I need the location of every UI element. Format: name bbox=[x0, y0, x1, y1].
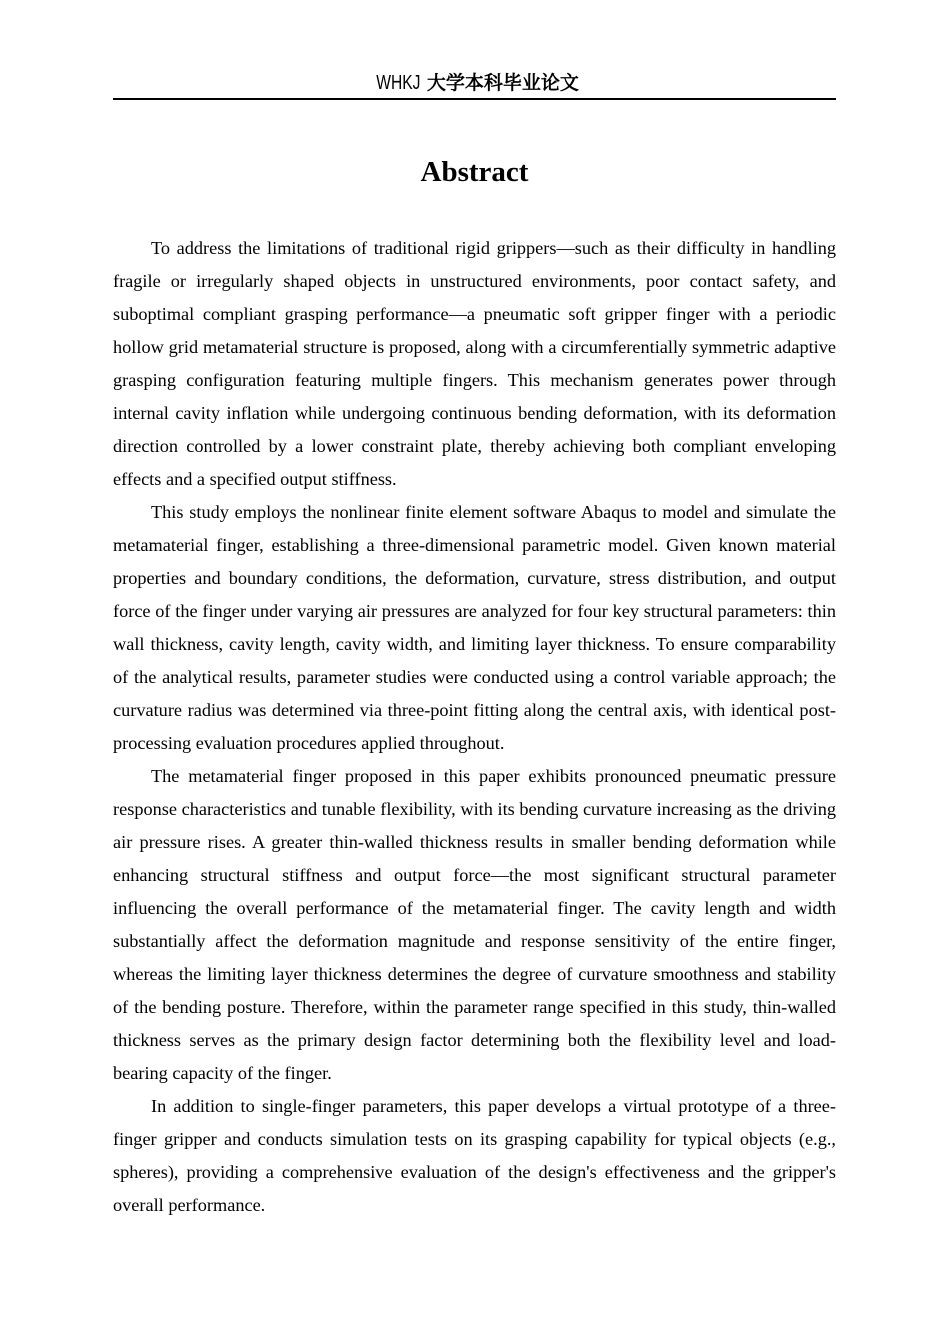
abstract-title: Abstract bbox=[420, 156, 529, 188]
running-header bbox=[113, 68, 836, 100]
abstract-paragraph-1: To address the limitations of traditional rigid grippers—such as their difficulty in handling fragile or irregularly shaped objects in unstructured environments, poor contact safety, and suboptimal compliant grasping performance—a pneumatic soft gripper finger with a periodic hollow grid metamaterial structure is proposed, along with a circumferentially symmetric adaptive grasping configuration featuring multiple fingers. This mechanism generates power through internal cavity inflation while undergoing continuous bending deformation, with its deformation direction controlled by a lower constraint plate, thereby achieving both compliant enveloping effects and a specified output stiffness. bbox=[113, 238, 836, 489]
header-thesis-label: 大学本科毕业论文 bbox=[426, 72, 579, 94]
abstract-body bbox=[113, 232, 836, 1222]
abstract-paragraph-3: The metamaterial finger proposed in this paper exhibits pronounced pneumatic pressure response characteristics and tunable flexibility, with its bending curvature increasing as the driving air pressure rises. A greater thin-walled thickness results in smaller bending deformation while enhancing structural stiffness and output force—the most significant structural parameter influencing the overall performance of the metamaterial finger. The cavity length and width substantially affect the deformation magnitude and response sensitivity of the entire finger, whereas the limiting layer thickness determines the degree of curvature smoothness and stability of the bending posture. Therefore, within the parameter range specified in this study, thin-walled thickness serves as the primary design factor determining both the flexibility level and load-bearing capacity of the finger. bbox=[113, 766, 836, 1083]
abstract-paragraph-4: In addition to single-finger parameters, this paper develops a virtual prototype of a three-finger gripper and conducts simulation tests on its grasping capability for typical objects (e.g., spheres), providing a comprehensive evaluation of the design's effectiveness and the gripper's overall performance. bbox=[113, 1096, 836, 1215]
header-institution-code: WHKJ bbox=[376, 72, 421, 94]
abstract-paragraph-2: This study employs the nonlinear finite element software Abaqus to model and simulate the metamaterial finger, establishing a three-dimensional parametric model. Given known material properties and boundary conditions, the deformation, curvature, stress distribution, and output force of the finger under varying air pressures are analyzed for four key structural parameters: thin wall thickness, cavity length, cavity width, and limiting layer thickness. To ensure comparability of the analytical results, parameter studies were conducted using a control variable approach; the curvature radius was determined via three-point fitting along the central axis, with identical post-processing evaluation procedures applied throughout. bbox=[113, 502, 836, 753]
